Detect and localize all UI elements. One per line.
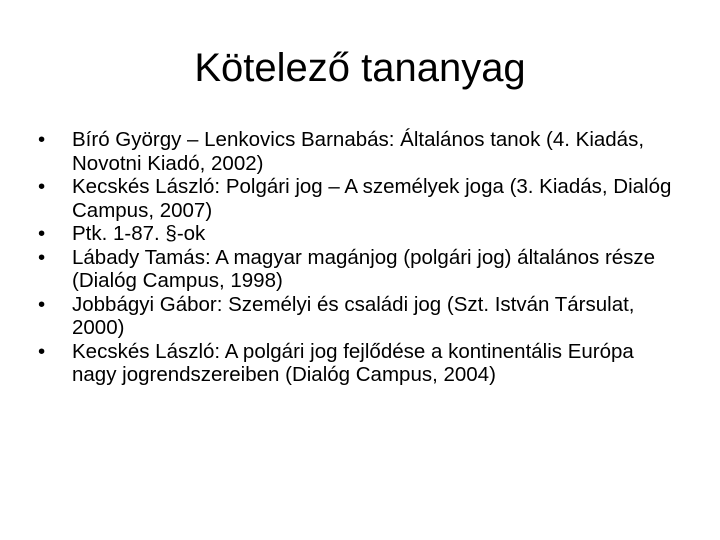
bullet-icon: • xyxy=(38,339,46,363)
list-item-text: Kecskés László: A polgári jog fejlődése a kontinentális Európa nagy jogrendszereiben (Dialóg Campus, 2004) xyxy=(72,339,634,386)
list-item-text: Jobbágyi Gábor: Személyi és családi jog (Szt. István Társulat, 2000) xyxy=(72,292,635,339)
list-item-text: Kecskés László: Polgári jog – A személyek joga (3. Kiadás, Dialóg Campus, 2007) xyxy=(72,175,672,222)
reading-list xyxy=(38,128,678,387)
bullet-icon: • xyxy=(38,175,46,198)
list-item-text: Bíró György – Lenkovics Barnabás: Általános tanok (4. Kiadás, Novotni Kiadó, 2002) xyxy=(72,128,645,175)
list-item xyxy=(38,128,678,175)
list-item xyxy=(38,175,678,222)
slide-title: Kötelező tananyag xyxy=(194,46,526,90)
bullet-icon: • xyxy=(38,245,46,269)
list-item xyxy=(38,340,678,387)
list-item-text: Lábady Tamás: A magyar magánjog (polgári jog) általános része (Dialóg Campus, 1998) xyxy=(72,245,656,292)
list-item xyxy=(38,246,678,293)
list-item xyxy=(38,222,678,246)
bullet-icon: • xyxy=(38,292,46,316)
bullet-icon: • xyxy=(38,222,46,245)
list-item xyxy=(38,293,678,340)
list-item-text: Ptk. 1-87. §-ok xyxy=(72,222,206,245)
bullet-icon: • xyxy=(38,128,46,151)
